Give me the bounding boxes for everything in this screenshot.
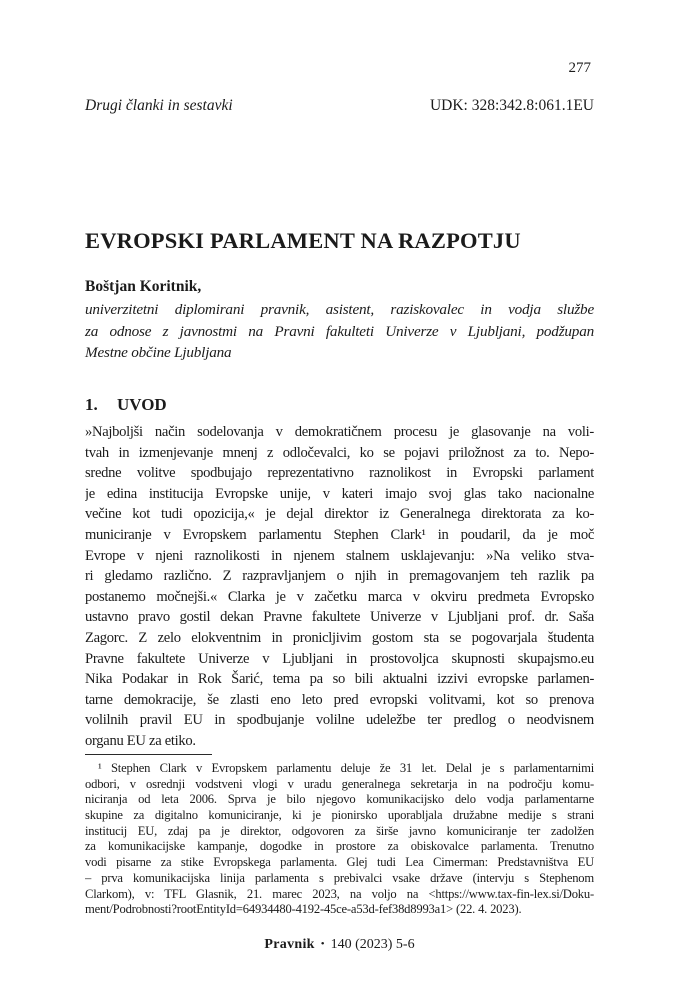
body-line: Zagorc. Z zelo elokventnim in pronicljivim gostom sta se pogovarjala študenta: [85, 629, 594, 646]
footnote: [85, 761, 594, 918]
page-number: 277: [568, 60, 591, 76]
body-line: volilnih pravil EU in spodbujanje volilne udeležbe ter predlog o neodvisnem: [85, 712, 594, 729]
body-line: Nika Podakar in Rok Šarić, tema pa so bili aktualni izzivi evropske parlamen-: [85, 671, 594, 688]
footnote-line: vodi pisarne za stike Evropskega parlamenta. Glej tudi Lea Cimerman: Predstavništva EU: [85, 855, 594, 870]
article-title: EVROPSKI PARLAMENT NA RAZPOTJU: [85, 228, 521, 253]
body-line: Evrope v njeni raznolikosti in njenem stalnem usklajevanju: »Na veliko stva-: [85, 547, 594, 564]
section-title: UVOD: [117, 395, 167, 414]
body-line: večine kot tudi opozicija,« je dejal direktor iz Generalnega direktorata za ko-: [85, 506, 594, 523]
author-affiliation: [85, 299, 594, 364]
footnote-line: odbori, v osrednji vodstveni vlogi v uradu generalnega sekretarja in na področju komu-: [85, 776, 594, 791]
page-footer: [0, 937, 679, 953]
body-line: tvah in izmenjevanje mnenj z odločevalci, ko se pojavi priložnost za to. Nepo-: [85, 444, 594, 461]
footnote-line: skupine za digitalno komuniciranje, ki je pionirsko uporabljala družabne medije s strani: [85, 808, 594, 823]
page-header-row: [85, 97, 594, 115]
affiliation-line: univerzitetni diplomirani pravnik, asistent, raziskovalec in vodja službe: [85, 301, 594, 318]
body-line: Pravne fakultete Univerze v Ljubljani in prostovoljca skupnosti skupajsmo.eu: [85, 650, 594, 667]
section-number: 1.: [85, 395, 98, 414]
body-line: je edina institucija Evropske unije, v kateri imajo svoj glas tako nacionalne: [85, 485, 594, 502]
body-line: ustavno pravo gostil dekan Pravne fakultete Univerze v Ljubljani prof. dr. Saša: [85, 609, 594, 626]
udk-classification: UDK: 328:342.8:061.1EU: [429, 97, 594, 114]
affiliation-line: za odnose z javnostmi na Pravni fakulteti Univerze v Ljubljani, podžupan: [85, 322, 594, 340]
journal-issue: 140 (2023) 5-6: [330, 937, 415, 952]
footnote-separator-rule: [85, 754, 212, 755]
body-line: organu EU za etiko.: [85, 732, 196, 749]
journal-name: Pravnik: [264, 937, 315, 952]
running-section-title: Drugi članki in sestavki: [85, 97, 233, 114]
author-name: Boštjan Koritnik,: [85, 278, 202, 295]
footnote-line: ¹ Stephen Clark v Evropskem parlamentu deluje že 31 let. Delal je s parlamentarnimi: [98, 761, 594, 775]
affiliation-line: Mestne občine Ljubljana: [85, 344, 232, 361]
footnote-line: za komunikacijske kampanje, dogodke in prostore za obiskovalce parlamenta. Trenutno: [85, 839, 594, 854]
footnote-line: – prva komunikacijska linija parlamenta s prebivalci vsake države (intervju s Stephenom: [85, 870, 594, 885]
body-line: tarne demokracije, še zlasti eno leto pred evropski volitvami, kot so prenova: [85, 691, 594, 708]
body-line: postanemo močnejši.« Clarka je v začetku marca v okviru predmeta Evropsko: [85, 588, 594, 605]
body-line: municiranje v Evropskem parlamentu Stephen Clark¹ in poudaril, da je moč: [85, 526, 594, 543]
body-paragraph: [85, 422, 594, 752]
footnote-line: institucij EU, zdaj pa je direktor, odgovoren za širše javno komuniciranje ter zadolžen: [85, 823, 594, 838]
footnote-line: ment/Podrobnosti?rootEntityId=64934480-4192-45ce-a53d-fef38d8993a1> (22. 4. 2023).: [85, 902, 522, 917]
body-line: sredne volitve spodbujajo reprezentativno raznolikost in Evropski parlament: [85, 465, 594, 482]
section-heading: [85, 395, 167, 415]
footer-separator-dot: •: [320, 938, 325, 950]
footnote-line: niciranja od leta 2006. Sprva je bilo njegovo komunikacijsko delo vodja parlamentarne: [85, 792, 594, 807]
body-line: »Najboljši način sodelovanja v demokratičnem procesu je glasovanje na voli-: [85, 424, 594, 440]
footnote-line: Clarkom), v: TFL Glasnik, 21. marec 2023, na voljo na <https://www.tax-fin-lex.si/Doku-: [85, 886, 594, 901]
author-block: [85, 278, 594, 364]
body-line: ri gledamo različno. Z razpravljanjem o njih in premagovanjem teh razlik pa: [85, 568, 594, 585]
